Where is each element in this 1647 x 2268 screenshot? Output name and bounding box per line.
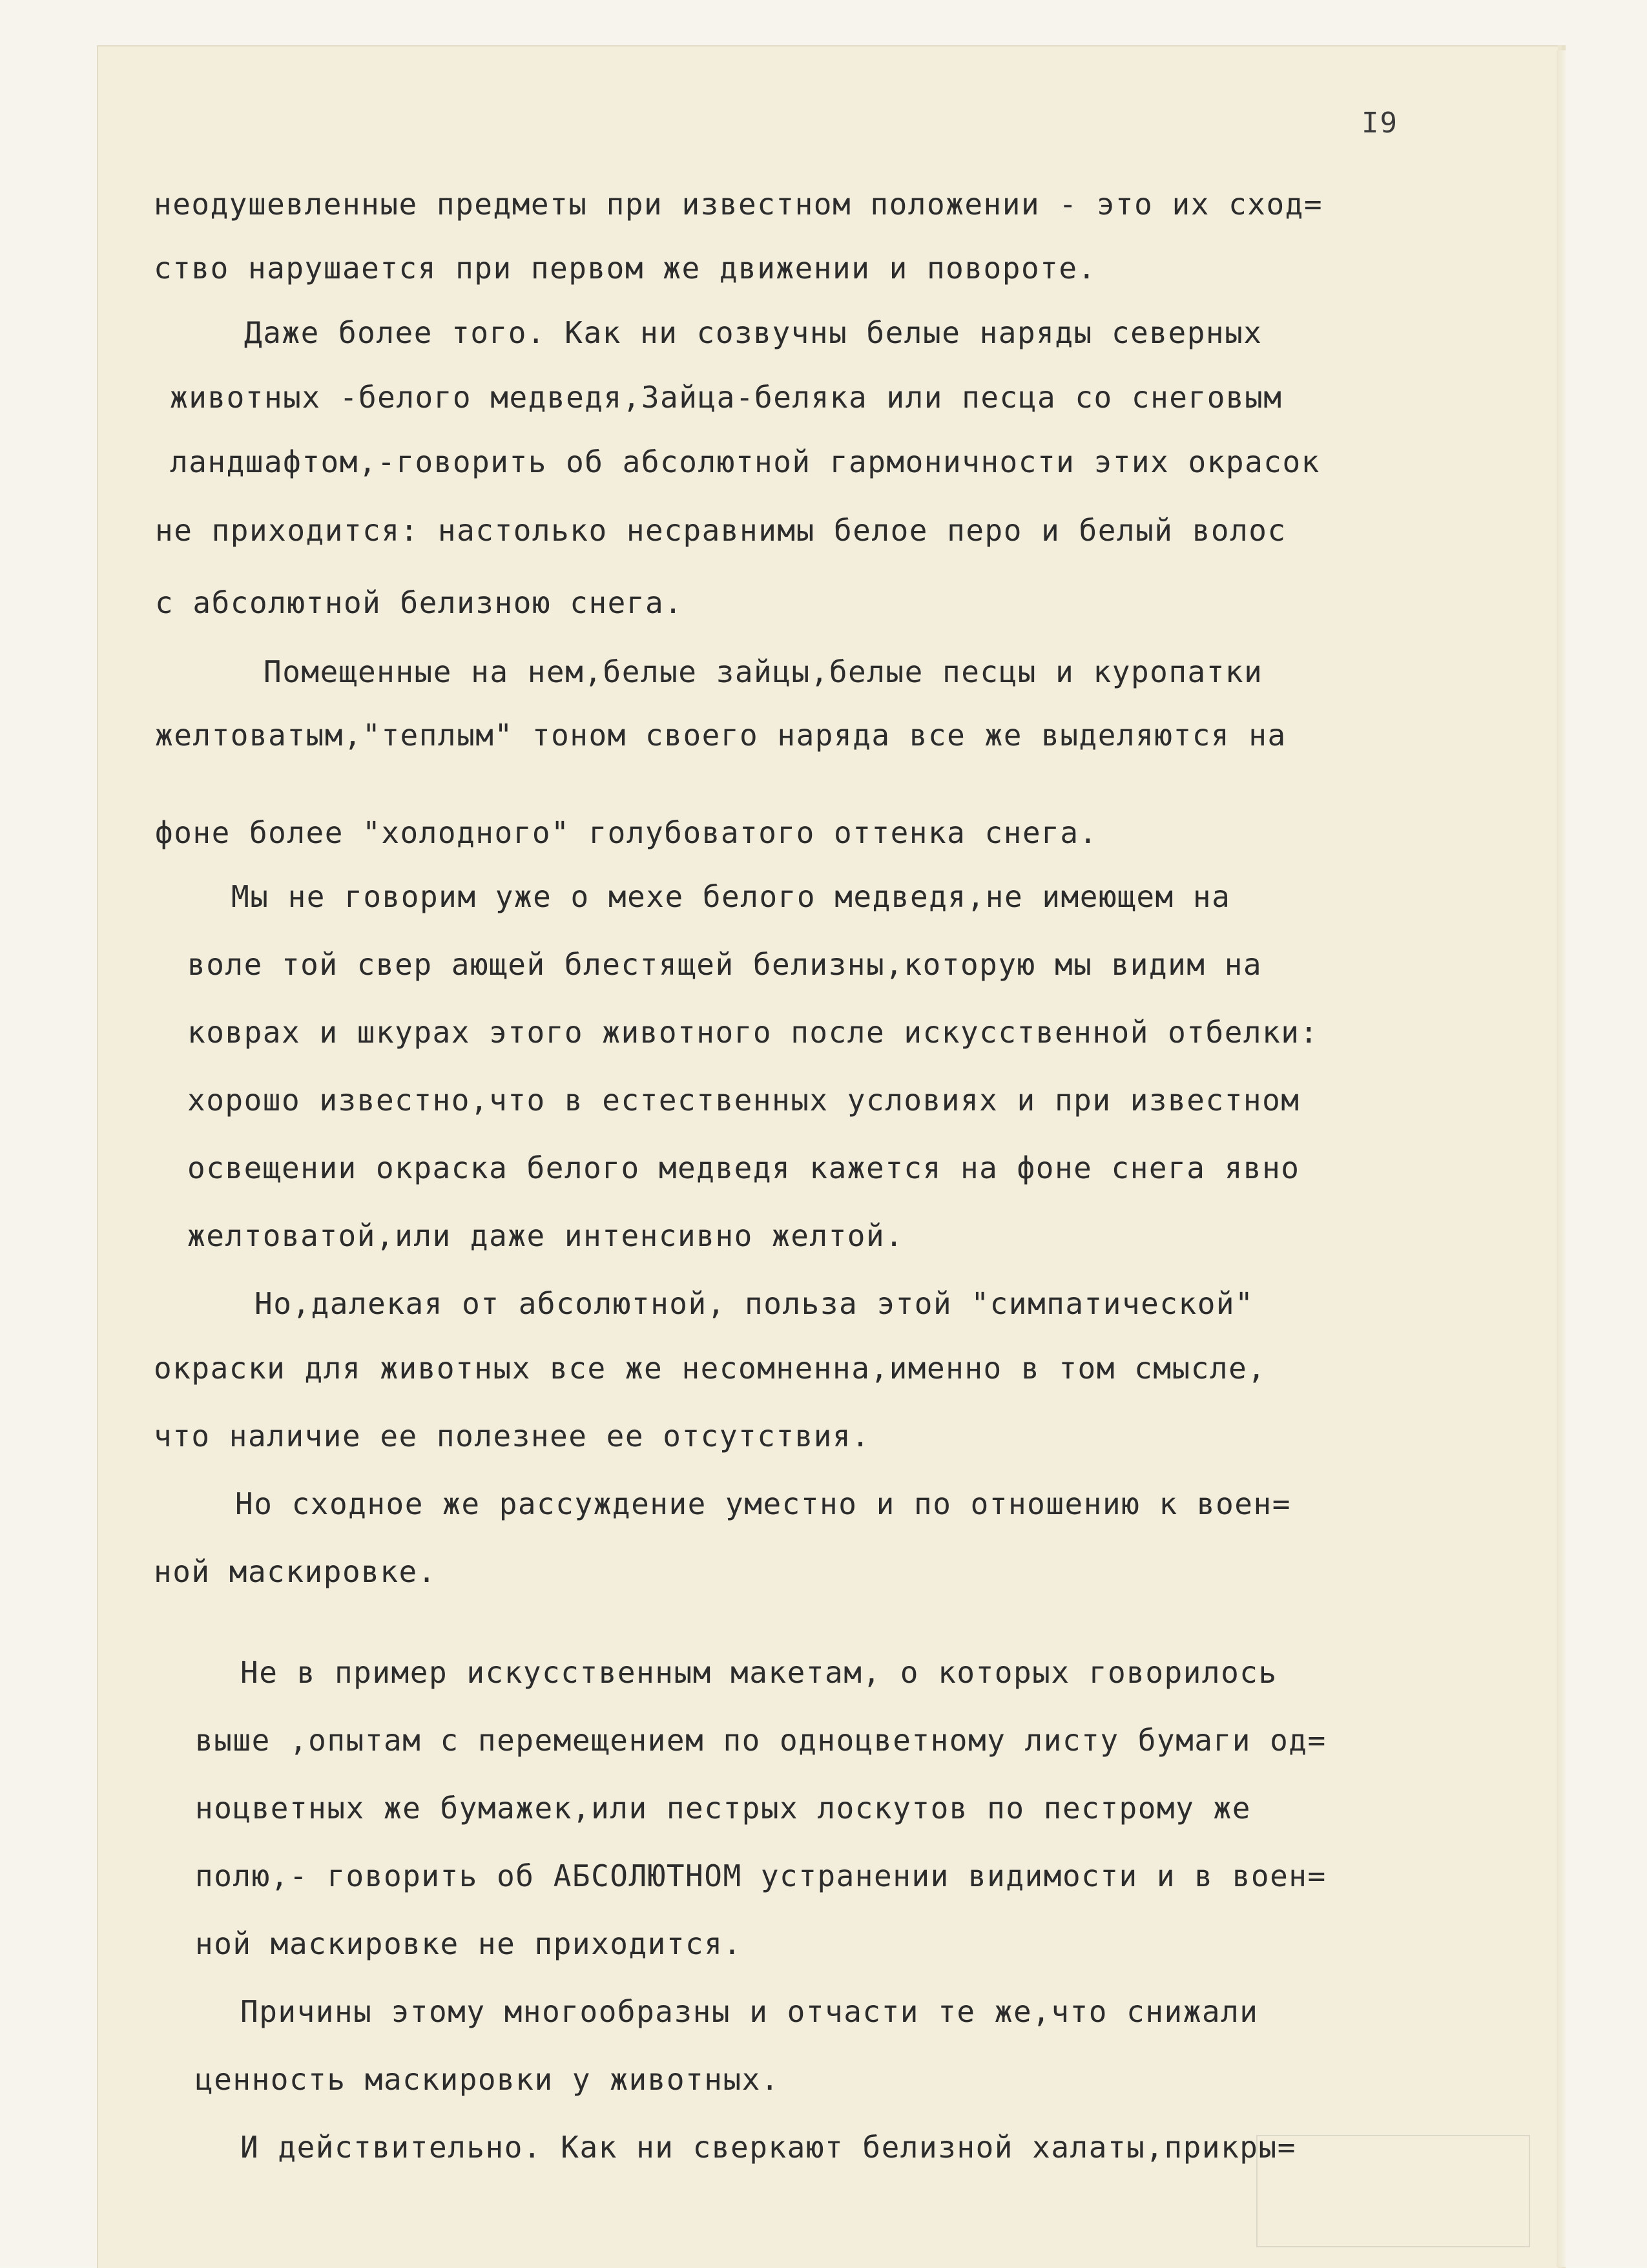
text-line: ландшафтом,-говорить об абсолютной гармоничности этих окрасок — [170, 444, 1320, 479]
text-line: коврах и шкурах этого животного после искусственной отбелки: — [187, 1015, 1319, 1050]
text-line: Помещенные на нем,белые зайцы,белые песцы и куропатки — [264, 654, 1263, 689]
text-line: полю,- говорить об АБСОЛЮТНОМ устранении видимости и в воен= — [195, 1858, 1327, 1893]
text-line: Даже более того. Как ни созвучны белые наряды северных — [244, 315, 1263, 350]
text-line: Но,далекая от абсолютной, польза этой "симпатической" — [254, 1286, 1254, 1321]
text-line: ценность маскировки у животных. — [195, 2062, 780, 2097]
faded-stamp — [1256, 2135, 1530, 2247]
text-line: воле той свер ающей блестящей белизны,которую мы видим на — [187, 947, 1263, 982]
text-line: Причины этому многообразны и отчасти те же,что снижали — [240, 1994, 1259, 2029]
text-line: ной маскировке. — [154, 1554, 437, 1589]
text-line: фоне более "холодного" голубоватого оттенка снега. — [155, 815, 1098, 850]
text-line: окраски для животных все же несомненна,именно в том смысле, — [154, 1351, 1267, 1386]
text-line: Но сходное же рассуждение уместно и по отношению к воен= — [235, 1486, 1291, 1521]
text-line: неодушевленные предметы при известном положении - это их сход= — [154, 187, 1323, 222]
text-line: ноцветных же бумажек,или пестрых лоскутов по пестрому же — [195, 1791, 1251, 1826]
text-line: что наличие ее полезнее ее отсутствия. — [154, 1419, 871, 1453]
paper-edge — [1557, 50, 1566, 2267]
text-line: не приходится: настолько несравнимы белое перо и белый волос — [155, 513, 1287, 548]
text-line: ство нарушается при первом же движении и повороте. — [154, 251, 1097, 286]
text-line: хорошо известно,что в естественных условиях и при известном — [187, 1083, 1300, 1118]
page-number: I9 — [1362, 107, 1398, 140]
text-line: освещении окраска белого медведя кажется на фоне снега явно — [187, 1150, 1300, 1185]
text-line: выше ,опытам с перемещением по одноцветному листу бумаги од= — [195, 1723, 1327, 1758]
text-line: ной маскировке не приходится. — [195, 1926, 742, 1961]
text-line: Не в пример искусственным макетам, о которых говорилось — [240, 1655, 1278, 1690]
text-line: с абсолютной белизною снега. — [155, 585, 683, 620]
text-line: животных -белого медведя,Зайца-беляка или песца со снеговым — [170, 380, 1283, 415]
text-line: желтоватой,или даже интенсивно желтой. — [187, 1218, 904, 1253]
text-line: И действительно. Как ни сверкают белизной халаты,прикры= — [240, 2130, 1296, 2165]
text-line: Мы не говорим уже о мехе белого медведя,не имеющем на — [231, 879, 1231, 914]
text-line: желтоватым,"теплым" тоном своего наряда все же выделяются на — [155, 718, 1287, 753]
